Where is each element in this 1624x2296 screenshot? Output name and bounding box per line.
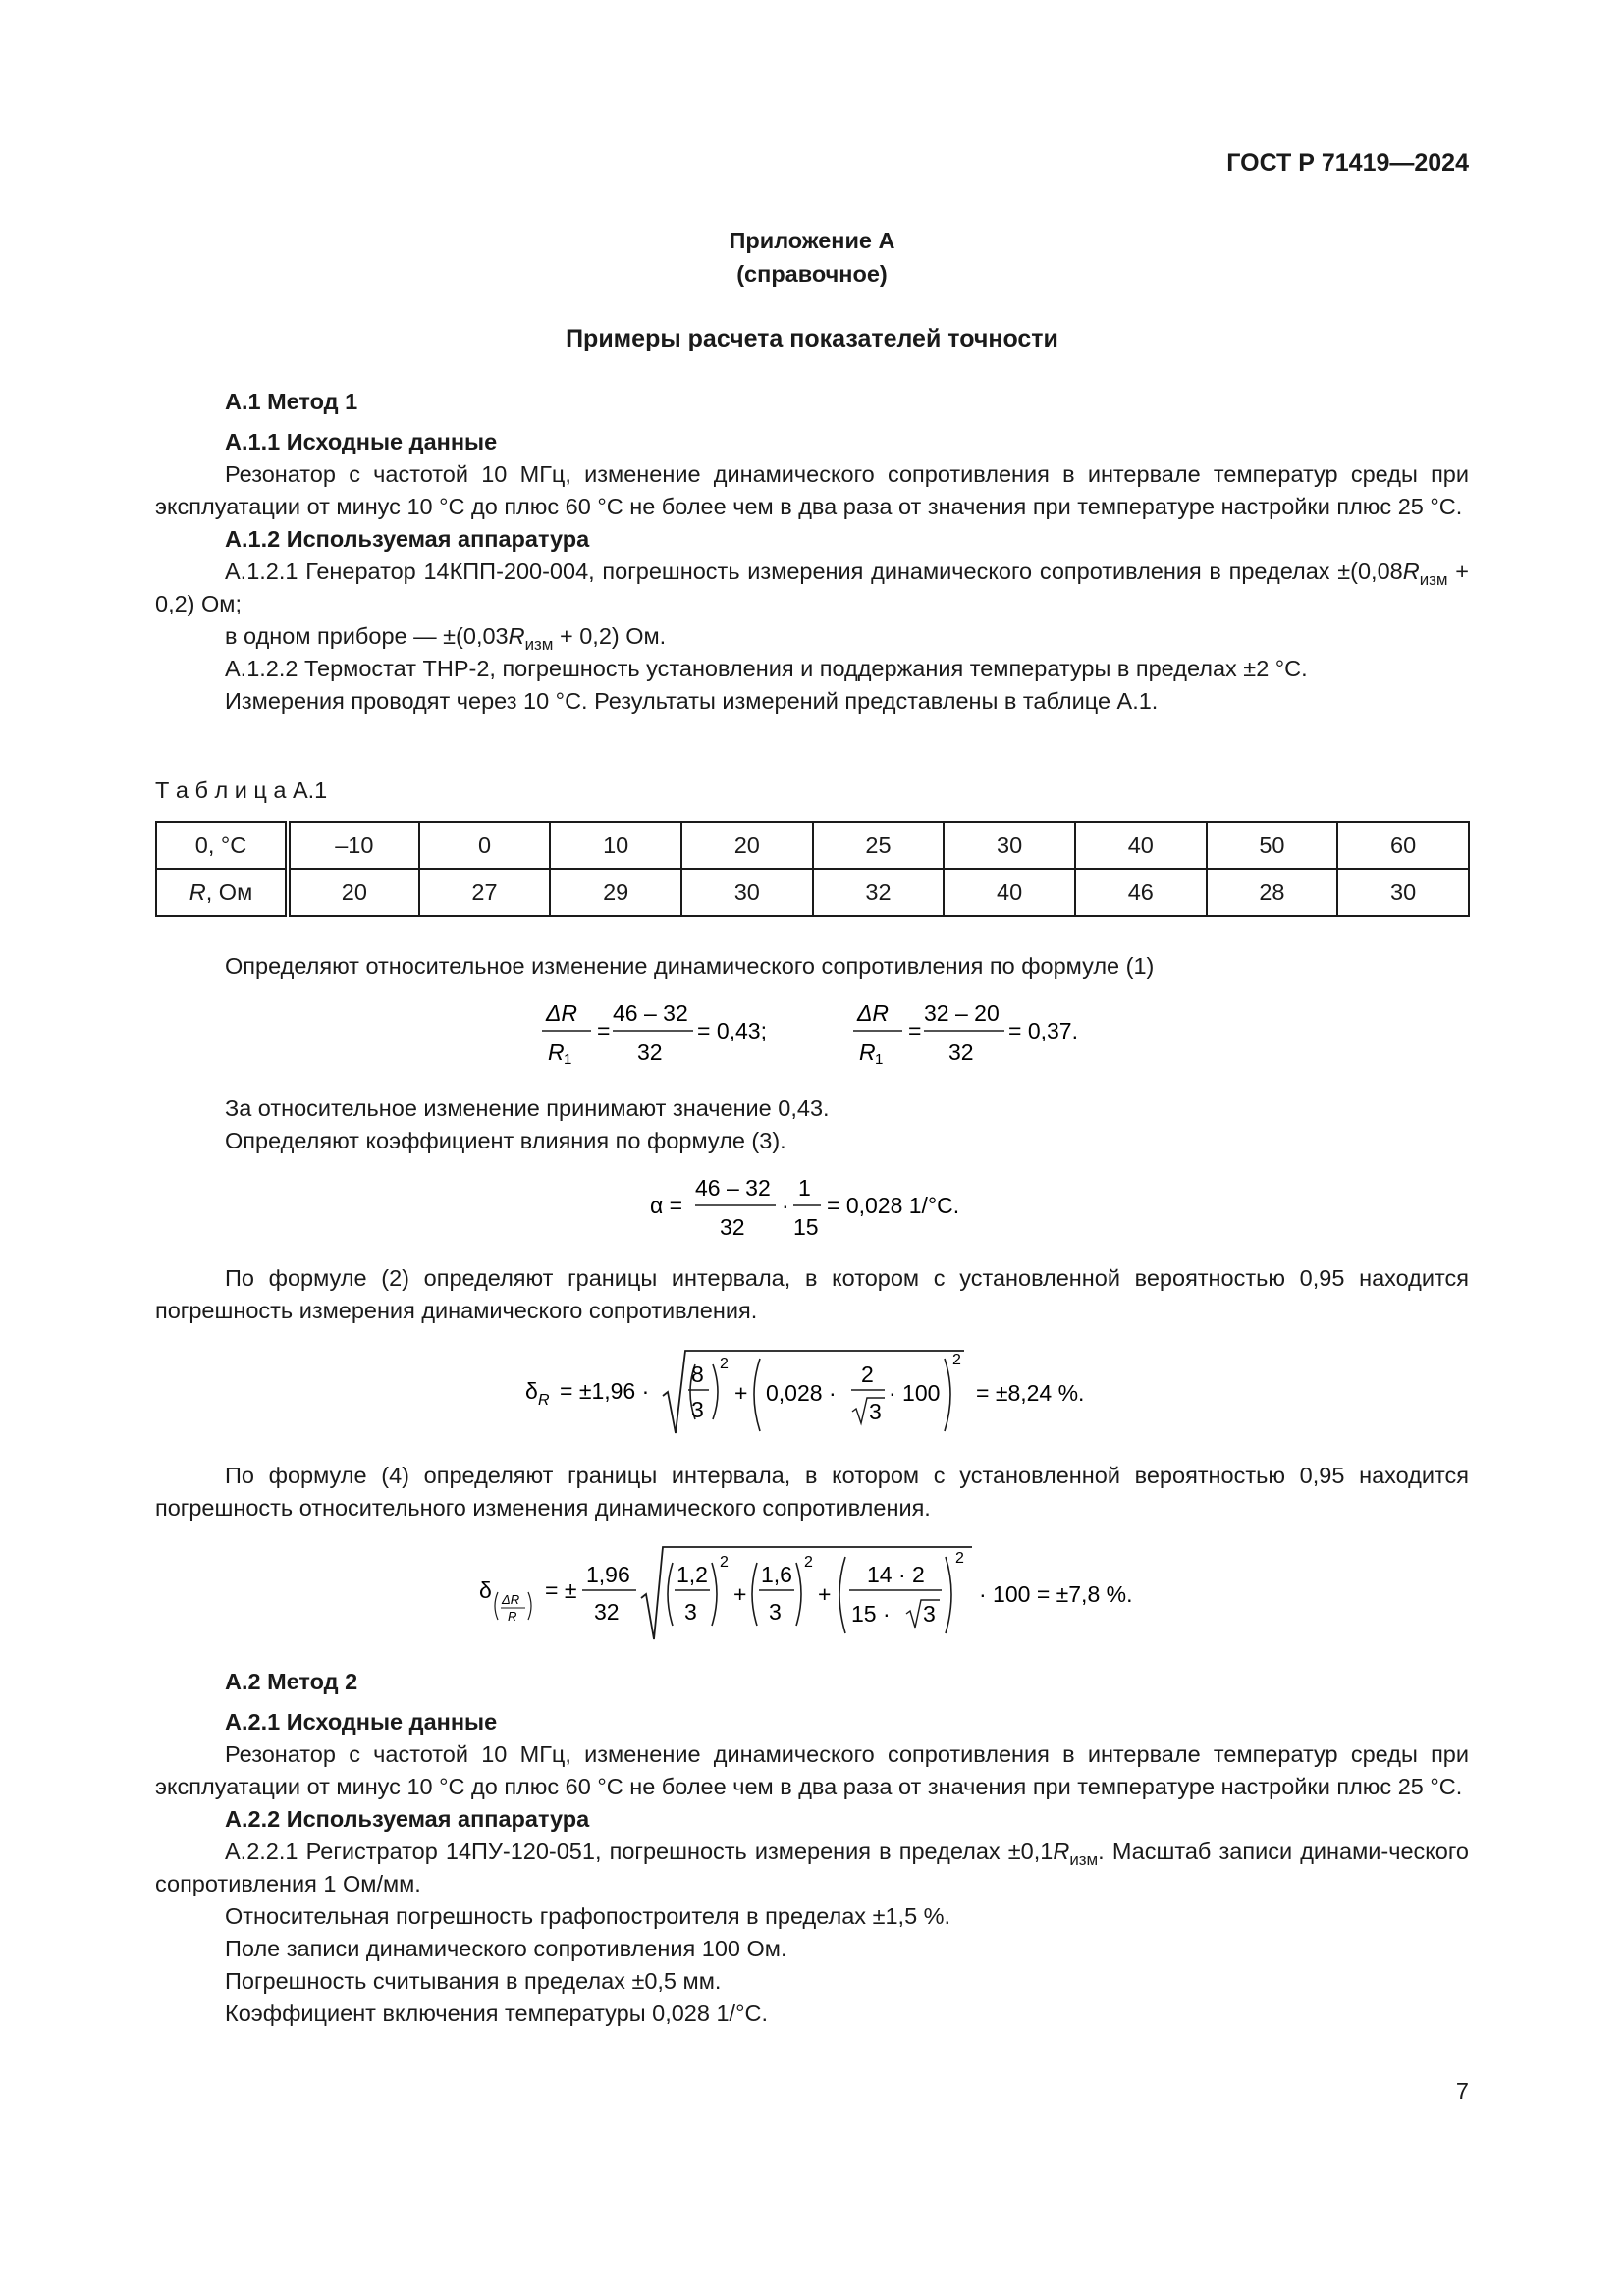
formula2-text: По формуле (2) определяют границы интервала, в котором с установленной вероятностью 0,95 находится погрешность измерения динамического сопротивления. xyxy=(155,1265,1469,1323)
appendix-heading: Примеры расчета показателей точности xyxy=(566,325,1058,352)
deltaR-root3: 3 xyxy=(869,1399,882,1424)
measurement-note: Измерения проводят через 10 °С. Результаты измерений представлены в таблице А.1. xyxy=(225,688,1159,714)
section-a1-1-text: Резонатор с частотой 10 МГц, изменение динамического сопротивления в интервале температур среды при эксплуатации от минус 10 °С до плюс 60 °С не более чем в два раза от значения при температуре настройки плюс 25 °С. xyxy=(155,461,1469,519)
deltaRel-d15: 15 · xyxy=(851,1601,891,1627)
deltaR-lhs: δ xyxy=(525,1378,538,1404)
section-a2-title: А.2 Метод 2 xyxy=(225,1669,358,1694)
formula-delta-r xyxy=(520,1345,1129,1443)
section-a1-title: А.1 Метод 1 xyxy=(225,389,358,414)
deltaR-plus: + xyxy=(734,1380,748,1406)
deltaRel-plus2: + xyxy=(818,1581,832,1607)
formula4-paragraph xyxy=(155,1460,1469,1524)
deltaRel-den3b: 3 xyxy=(769,1599,782,1625)
table-cell: 20 xyxy=(681,822,813,869)
deltaR-coef: 0,028 · xyxy=(766,1380,837,1406)
alpha-lhs: α = xyxy=(650,1193,683,1218)
page-number: 7 xyxy=(1455,2078,1469,2104)
section-a1-2-1-single: в одном приборе — $\pm(0,03R_{изм} + 0,2)$ Ом. xyxy=(225,623,667,654)
formula-den: 32 xyxy=(637,1040,663,1065)
formula2-R1: R xyxy=(859,1040,876,1065)
relative-change-text: Определяют относительное изменение динамического сопротивления по формуле (1) xyxy=(225,953,1155,979)
formula2-dR: ΔR xyxy=(857,1000,890,1026)
appendix-kind: (справочное) xyxy=(736,261,888,287)
formula-num: 46 – 32 xyxy=(613,1000,688,1026)
deltaR-num8: 8 xyxy=(691,1362,704,1387)
deltaRel-sq2: 2 xyxy=(804,1554,813,1571)
deltaRel-den: 32 xyxy=(594,1599,620,1625)
alpha-dot: · xyxy=(782,1193,789,1218)
deltaRel-R: R xyxy=(508,1609,517,1624)
table-cell: 0 xyxy=(419,822,551,869)
deltaR-prefix: = ±1,96 · xyxy=(560,1378,650,1404)
table-cell: –10 xyxy=(288,822,419,869)
reading-error: Погрешность считывания в пределах ±0,5 мм. xyxy=(225,1968,722,1994)
table-cell: 20 xyxy=(288,869,419,916)
appendix-title: Приложение А xyxy=(729,228,895,253)
section-a1-2-2: А.1.2.2 Термостат ТНР-2, погрешность установления и поддержания температуры в пределах ±2 °С. xyxy=(225,656,1308,681)
deltaR-result: = ±8,24 %. xyxy=(976,1380,1085,1406)
section-a2 xyxy=(155,1666,1469,2030)
deltaRel-sq3: 2 xyxy=(955,1550,964,1567)
deltaRel-lhs: δ xyxy=(479,1577,492,1603)
table-row-label: 0, °С xyxy=(156,822,288,869)
deltaRel-num: 1,96 xyxy=(586,1562,630,1587)
formula2-den: 32 xyxy=(948,1040,974,1065)
formula-relative-change xyxy=(530,991,1119,1070)
alpha-num1: 46 – 32 xyxy=(695,1175,771,1201)
table-row-resistance xyxy=(156,869,1469,916)
table-a1 xyxy=(155,821,1470,917)
formula-eq: = xyxy=(597,1018,611,1043)
alpha-den1: 32 xyxy=(720,1214,745,1240)
alpha-den2: 15 xyxy=(793,1214,819,1240)
formula-alpha xyxy=(648,1166,1001,1245)
table-cell: 40 xyxy=(944,869,1075,916)
formula2-num: 32 – 20 xyxy=(924,1000,1000,1026)
section-a1 xyxy=(155,386,1469,718)
section-a2-2-title: А.2.2 Используемая аппаратура xyxy=(225,1806,590,1832)
deltaR-sub: R xyxy=(538,1392,550,1409)
formula-R1: R xyxy=(548,1040,565,1065)
accept-text: За относительное изменение принимают значение 0,43. xyxy=(225,1095,830,1121)
formula4-text: По формуле (4) определяют границы интервала, в котором с установленной вероятностью 0,95 находится погрешность относительного изменения динамического сопротивления. xyxy=(155,1463,1469,1521)
temperature-coefficient: Коэффициент включения температуры 0,028 1/°С. xyxy=(225,2001,768,2026)
table-cell: 30 xyxy=(944,822,1075,869)
deltaRel-root3: 3 xyxy=(923,1601,936,1627)
deltaR-den3: 3 xyxy=(691,1397,704,1422)
formula2-R1-sub: 1 xyxy=(875,1051,884,1068)
deltaRel-result: · 100 = ±7,8 %. xyxy=(979,1581,1133,1607)
table-row-temperature xyxy=(156,822,1469,869)
deltaRel-den3a: 3 xyxy=(684,1599,697,1625)
recording-field: Поле записи динамического сопротивления 100 Ом. xyxy=(225,1936,787,1961)
table-cell: 28 xyxy=(1207,869,1338,916)
table-row-label: R, Ом xyxy=(156,869,288,916)
plotter-error: Относительная погрешность графопостроителя в пределах ±1,5 %. xyxy=(225,1903,951,1929)
table-cell: 30 xyxy=(681,869,813,916)
alpha-result: = 0,028 1/°С. xyxy=(827,1193,960,1218)
formula-delta-relative xyxy=(476,1539,1183,1647)
deltaR-times100: · 100 xyxy=(889,1380,941,1406)
formula2-paragraph xyxy=(155,1262,1469,1327)
formula-result: = 0,43; xyxy=(697,1018,767,1043)
coefficient-text: Определяют коэффициент влияния по формуле (3). xyxy=(225,1128,786,1153)
formula2-result: = 0,37. xyxy=(1008,1018,1078,1043)
table-cell: 40 xyxy=(1075,822,1207,869)
formula-dR: ΔR xyxy=(546,1000,578,1026)
formula-R1-sub: 1 xyxy=(564,1051,572,1068)
section-a1-1-title: А.1.1 Исходные данные xyxy=(225,429,498,454)
deltaRel-plus1: + xyxy=(733,1581,747,1607)
deltaRel-dR: ΔR xyxy=(502,1592,520,1607)
deltaR-num2: 2 xyxy=(861,1362,874,1387)
deltaRel-a1: 1,2 xyxy=(677,1562,708,1587)
table-cell: 25 xyxy=(813,822,945,869)
deltaR-square: 2 xyxy=(720,1356,729,1372)
table-caption: Т а б л и ц а А.1 xyxy=(155,777,328,803)
section-a1-2-title: А.1.2 Используемая аппаратура xyxy=(225,526,590,552)
table-cell: 29 xyxy=(550,869,681,916)
section-a2-1-title: А.2.1 Исходные данные xyxy=(225,1709,498,1735)
section-a2-2-1: А.2.2.1 Регистратор 14ПУ-120-051, погрешность измерения в пределах $\pm 0,1R_{изм}$. Масштаб записи динами-ческого сопротивления 1 Ом/мм. xyxy=(155,1839,1469,1896)
section-a2-1-text: Резонатор с частотой 10 МГц, изменение динамического сопротивления в интервале температур среды при эксплуатации от минус 10 °С до плюс 60 °С не более чем в два раза от значения при температуре настройки плюс 25 °С. xyxy=(155,1741,1469,1799)
deltaRel-prefix: = ± xyxy=(545,1577,577,1603)
table-cell: 10 xyxy=(550,822,681,869)
deltaRel-a3: 14 · 2 xyxy=(867,1562,925,1587)
section-a1-2-1: А.1.2.1 Генератор 14КПП-200-004, погрешность измерения динамического сопротивления в пределах $\pm(0,08R_{изм} + 0,2)$ Ом; xyxy=(155,559,1469,616)
table-cell: 46 xyxy=(1075,869,1207,916)
deltaRel-a2: 1,6 xyxy=(761,1562,792,1587)
formula2-eq: = xyxy=(908,1018,922,1043)
deltaRel-sq1: 2 xyxy=(720,1554,729,1571)
document-code: ГОСТ Р 71419—2024 xyxy=(1226,149,1469,177)
table-cell: 30 xyxy=(1337,869,1469,916)
table-cell: 27 xyxy=(419,869,551,916)
table-cell: 50 xyxy=(1207,822,1338,869)
table-cell: 60 xyxy=(1337,822,1469,869)
deltaR-square2: 2 xyxy=(952,1352,961,1368)
alpha-num2: 1 xyxy=(798,1175,811,1201)
table-cell: 32 xyxy=(813,869,945,916)
